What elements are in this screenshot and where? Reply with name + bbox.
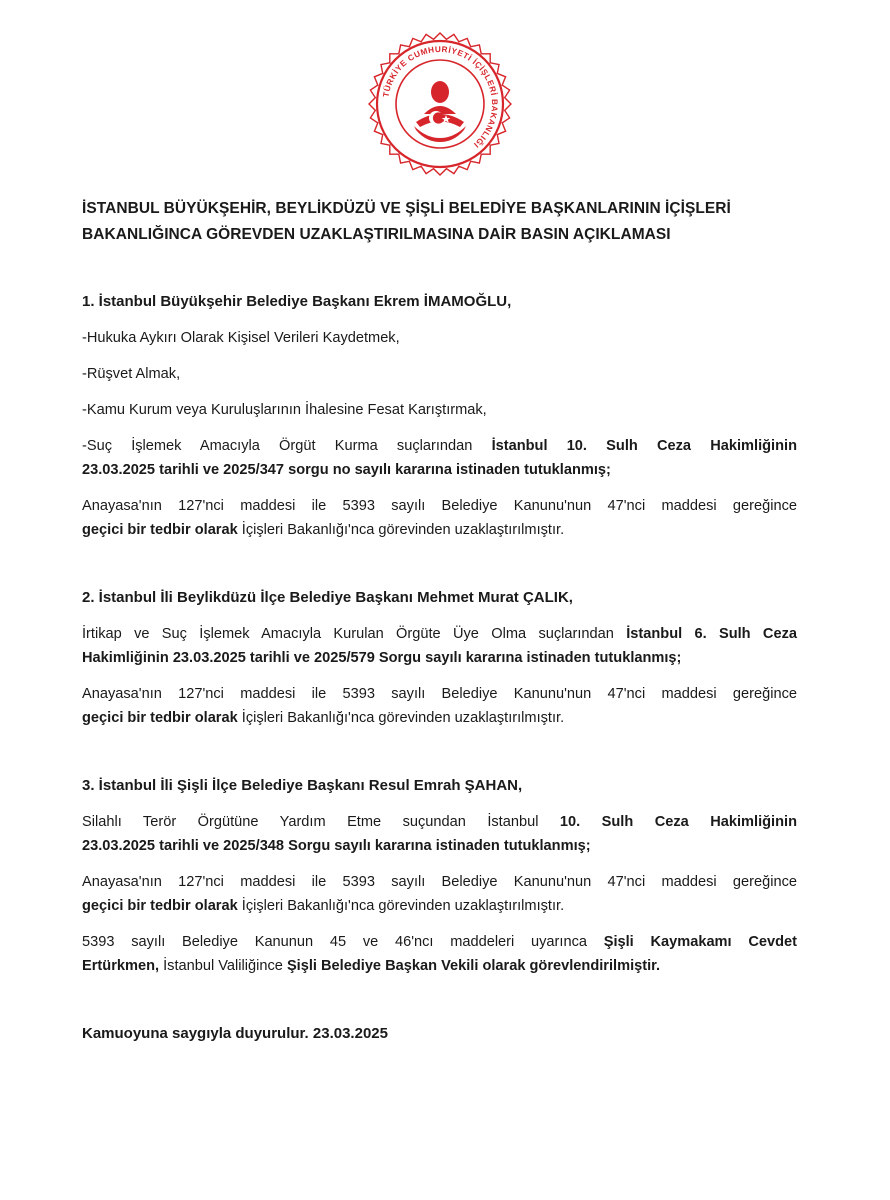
section-1-item-3: -Kamu Kurum veya Kuruluşlarının İhalesine Fesat Karıştırmak,: [82, 402, 487, 418]
seal-sunburst-edge: [369, 33, 511, 175]
section-2-legal: Anayasa'nın 127'nci maddesi ile 5393 sayılı Belediye Kanunu'nun 47'nci maddesi gereğince geçici bir tedbir olarak İçişleri Bakanlığı'nca görevinden uzaklaştırılmıştır.: [82, 686, 797, 726]
section-3-appointment: 5393 sayılı Belediye Kanunun 45 ve 46'ncı maddeleri uyarınca Şişli Kaymakamı Cevdet Ertürkmen, İstanbul Valiliğince Şişli Belediye Başkan Vekili olarak görevlendirilmiştir.: [82, 934, 797, 974]
section-3-heading: 3. İstanbul İli Şişli İlçe Belediye Başkanı Resul Emrah ŞAHAN,: [82, 777, 523, 794]
section-3-body: Silahlı Terör Örgütüne Yardım Etme suçundan İstanbul 10. Sulh Ceza Hakimliğinin 23.03.2025 tarihli ve 2025/348 Sorgu sayılı kararına istinaden tutuklanmış;: [82, 814, 797, 854]
section-1-legal: Anayasa'nın 127'nci maddesi ile 5393 sayılı Belediye Kanunu'nun 47'nci maddesi gereğince geçici bir tedbir olarak İçişleri Bakanlığı'nca görevinden uzaklaştırılmıştır.: [82, 498, 797, 538]
ministry-seal-logo: [366, 30, 514, 178]
title-line-1: İSTANBUL BÜYÜKŞEHİR, BEYLİKDÜZÜ VE ŞİŞLİ BELEDİYE BAŞKANLARININ İÇİŞLERİ: [82, 200, 731, 217]
section-1-item-1: -Hukuka Aykırı Olarak Kişisel Verileri Kaydetmek,: [82, 330, 400, 346]
seal-ring-text: TÜRKİYE CUMHURİYETİ İÇİŞLERİ BAKANLIĞI: [381, 44, 500, 150]
section-2-body: İrtikap ve Suç İşlemek Amacıyla Kurulan Örgüte Üye Olma suçlarından İstanbul 6. Sulh Ceza Hakimliğinin 23.03.2025 tarihli ve 2025/579 Sorgu sayılı kararına istinaden tutuklanmış;: [82, 626, 797, 666]
closing-line: Kamuoyuna saygıyla duyurulur. 23.03.2025: [82, 1025, 388, 1042]
section-1-heading: 1. İstanbul Büyükşehir Belediye Başkanı Ekrem İMAMOĞLU,: [82, 293, 512, 310]
section-1-item-2: -Rüşvet Almak,: [82, 366, 181, 382]
section-1-item-4: -Suç İşlemek Amacıyla Örgüt Kurma suçlarından İstanbul 10. Sulh Ceza Hakimliğinin 23.03.2025 tarihli ve 2025/347 sorgu no sayılı kararına istinaden tutuklanmış;: [82, 438, 797, 478]
title-line-2: BAKANLIĞINCA GÖREVDEN UZAKLAŞTIRILMASINA DAİR BASIN AÇIKLAMASI: [82, 226, 671, 243]
section-2-heading: 2. İstanbul İli Beylikdüzü İlçe Belediye Başkanı Mehmet Murat ÇALIK,: [82, 589, 573, 606]
document-title: [82, 196, 812, 248]
section-3-legal: Anayasa'nın 127'nci maddesi ile 5393 sayılı Belediye Kanunu'nun 47'nci maddesi gereğince geçici bir tedbir olarak İçişleri Bakanlığı'nca görevinden uzaklaştırılmıştır.: [82, 874, 797, 914]
